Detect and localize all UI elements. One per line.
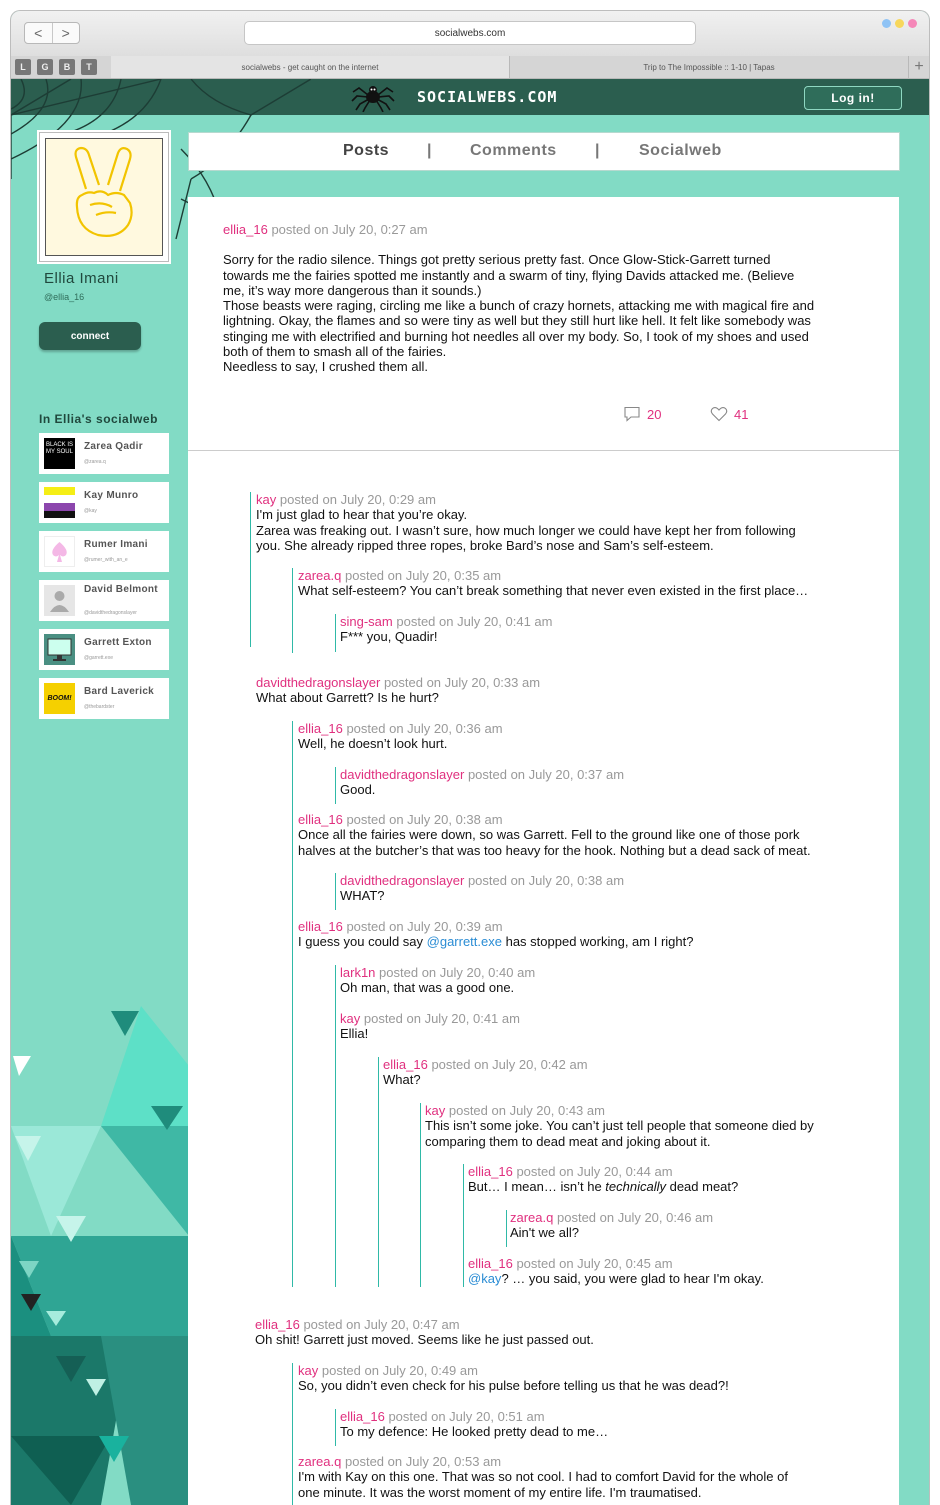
post-divider <box>188 450 899 451</box>
triangle-pattern-decoration <box>11 1006 189 1505</box>
friend-handle: @davidthedragonslayer <box>84 610 137 616</box>
comment-meta: posted on July 20, 0:53 am <box>345 1454 502 1469</box>
comment-author[interactable]: davidthedragonslayer <box>256 675 381 690</box>
thread-line <box>335 614 336 652</box>
comment-author[interactable]: davidthedragonslayer <box>340 767 465 782</box>
comment-text: WHAT? <box>340 888 385 904</box>
comment-text: What self-esteem? You can’t break something that never even existed in the first place… <box>298 583 809 599</box>
comment-text: you. She already ripped three ropes, broke Bard’s nose and Sam’s self-esteem. <box>256 537 714 553</box>
comment-text: comparing them to dead meat and joking about it. <box>425 1133 711 1149</box>
comment-text-part: But… I mean… isn’t he <box>468 1179 606 1195</box>
thread-line <box>506 1210 507 1247</box>
post-author[interactable]: ellia_16 <box>223 222 268 237</box>
comment-author[interactable]: ellia_16 <box>255 1317 300 1332</box>
person-icon <box>44 585 75 616</box>
comment-text-part: I guess you could say <box>298 934 427 950</box>
post-panel <box>188 197 899 1505</box>
comment-count-button[interactable] <box>623 406 661 422</box>
boom-avatar: BOOM! <box>44 683 75 714</box>
comment-author[interactable]: ellia_16 <box>298 812 343 827</box>
comment-meta: posted on July 20, 0:43 am <box>448 1103 605 1118</box>
site-header <box>11 79 929 115</box>
monitor-icon <box>44 634 75 665</box>
history-buttons <box>24 22 80 44</box>
comment <box>340 965 535 996</box>
comment-meta: posted on July 20, 0:44 am <box>516 1164 673 1179</box>
friend-card[interactable] <box>39 678 169 719</box>
new-tab-button[interactable]: + <box>908 56 929 78</box>
peace-hand-avatar <box>45 138 163 256</box>
window-dot-blue[interactable] <box>882 19 891 28</box>
comment <box>468 1164 738 1195</box>
comment-author[interactable]: kay <box>340 1011 361 1026</box>
mention-link[interactable]: @garrett.exe <box>426 934 502 950</box>
comment <box>298 721 503 752</box>
comment-author[interactable]: kay <box>256 492 277 507</box>
window-dot-yellow[interactable] <box>895 19 904 28</box>
comment-author[interactable]: ellia_16 <box>468 1256 513 1271</box>
comment <box>468 1256 764 1287</box>
profile-name: Ellia Imani <box>44 270 119 287</box>
friend-avatar: BLACK IS MY SOUL <box>44 438 75 469</box>
comment-text-part: has stopped working, am I right? <box>501 934 694 950</box>
comment-text: Zarea was freaking out. I wasn’t sure, how much longer we could have kept her from following <box>256 522 796 538</box>
comment <box>510 1210 713 1241</box>
comment-author[interactable]: lark1n <box>340 965 376 980</box>
post-line: Needless to say, I crushed them all. <box>223 359 428 375</box>
comment <box>340 1011 520 1042</box>
comment-text: Oh shit! Garrett just moved. Seems like he just passed out. <box>255 1332 594 1348</box>
comment-text: To my defence: He looked pretty dead to me… <box>340 1424 609 1440</box>
comment-meta: posted on July 20, 0:45 am <box>516 1256 673 1271</box>
comment-meta: posted on July 20, 0:38 am <box>346 812 503 827</box>
window-dot-pink[interactable] <box>908 19 917 28</box>
comment-text: I'm with Kay on this one. That was so not cool. I had to comfort David for the whole of <box>298 1469 788 1485</box>
post-meta: posted on July 20, 0:27 am <box>271 222 428 237</box>
comment-text <box>468 1271 764 1286</box>
site-logo[interactable]: SOCIALWEBS.COM <box>417 88 558 106</box>
profile-avatar[interactable] <box>39 132 169 262</box>
spade-icon <box>45 537 74 566</box>
comment <box>256 675 540 706</box>
browser-toolbar <box>11 11 929 57</box>
pinned-tab[interactable]: G <box>37 59 53 75</box>
thread-line <box>292 721 293 1287</box>
thread-line <box>292 568 293 653</box>
friend-handle: @garrett.exe <box>84 655 113 661</box>
comment-text-part: dead meat? <box>665 1179 739 1195</box>
tab-tapas[interactable]: Trip to The Impossible :: 1-10 | Tapas <box>643 62 775 72</box>
comment-author[interactable]: ellia_16 <box>468 1164 513 1179</box>
comment-author[interactable]: ellia_16 <box>298 721 343 736</box>
profile-tabs <box>188 132 900 171</box>
tab-socialwebs[interactable]: socialwebs - get caught on the internet <box>111 56 510 78</box>
friend-handle: @rumer_with_an_e <box>84 557 128 563</box>
comment <box>298 812 811 858</box>
comment-meta: posted on July 20, 0:41 am <box>396 614 553 629</box>
thread-line <box>335 873 336 910</box>
friend-name: Garrett Exton <box>84 637 152 648</box>
comment-meta: posted on July 20, 0:38 am <box>467 873 625 888</box>
comment-author[interactable]: zarea.q <box>298 1454 342 1469</box>
window-controls <box>882 19 917 28</box>
comment-meta: posted on July 20, 0:29 am <box>279 492 436 507</box>
comment-text-emphasis: technically <box>605 1179 666 1195</box>
friend-card[interactable] <box>39 629 169 670</box>
comment-author[interactable]: ellia_16 <box>298 919 343 934</box>
comment-text: Oh man, that was a good one. <box>340 980 515 996</box>
back-button[interactable]: < <box>25 23 53 43</box>
comment-author[interactable]: ellia_16 <box>383 1057 428 1072</box>
socialweb-title: In Ellia's socialweb <box>39 412 158 426</box>
comment <box>256 492 796 553</box>
comment <box>298 1454 788 1500</box>
comment <box>340 614 552 645</box>
comment-author[interactable]: zarea.q <box>510 1210 554 1225</box>
spade-avatar <box>44 536 75 567</box>
like-button[interactable] <box>710 406 748 422</box>
comment-icon <box>623 406 641 422</box>
comment-meta: posted on July 20, 0:42 am <box>431 1057 588 1072</box>
comment <box>340 873 624 904</box>
comment-author[interactable]: kay <box>425 1103 446 1118</box>
thread-line <box>420 1103 421 1287</box>
monitor-avatar <box>44 634 75 665</box>
comment <box>340 1409 608 1440</box>
comment-author[interactable]: davidthedragonslayer <box>340 873 465 888</box>
comment-text: What about Garrett? Is he hurt? <box>256 690 439 706</box>
comment-meta: posted on July 20, 0:49 am <box>321 1363 478 1378</box>
like-count: 41 <box>734 406 749 422</box>
friend-card[interactable] <box>39 433 169 474</box>
heart-icon <box>710 406 728 422</box>
friend-name: Bard Laverick <box>84 686 155 697</box>
comment-meta: posted on July 20, 0:36 am <box>346 721 503 736</box>
comment-text: F*** you, Quadir! <box>340 629 438 645</box>
comment-meta: posted on July 20, 0:39 am <box>346 919 503 934</box>
peace-sign-hand-icon <box>46 139 162 255</box>
thread-line <box>335 767 336 804</box>
comment <box>298 568 808 599</box>
forward-button[interactable]: > <box>61 25 70 41</box>
friend-handle: @thebardster <box>84 704 115 710</box>
comment <box>425 1103 814 1149</box>
post-line: Those beasts were raging, circling me like a bunch of crazy hornets, attacking me with magical fire and <box>223 298 815 314</box>
thread-line <box>335 965 336 1287</box>
comment-text-part: ? … you said, you were glad to hear I'm okay. <box>501 1271 764 1287</box>
pinned-tab[interactable]: T <box>81 59 97 75</box>
comment-text: Good. <box>340 782 376 798</box>
friend-card[interactable] <box>39 531 169 572</box>
comment <box>298 919 693 950</box>
friend-name: Kay Munro <box>84 490 139 501</box>
comment-meta: posted on July 20, 0:46 am <box>557 1210 714 1225</box>
tab-posts[interactable]: Posts <box>343 142 390 159</box>
pinned-tabs <box>15 59 97 75</box>
pinned-tab[interactable]: L <box>15 59 31 75</box>
comment-author[interactable]: ellia_16 <box>340 1409 385 1424</box>
comment-meta: posted on July 20, 0:47 am <box>303 1317 460 1332</box>
comment <box>255 1317 594 1348</box>
comment-meta: posted on July 20, 0:33 am <box>383 675 541 690</box>
post-line: me, it’s way more dangerous than it sounds.) <box>223 282 482 298</box>
comment <box>340 767 624 798</box>
comment-text <box>468 1179 738 1194</box>
address-bar[interactable]: socialwebs.com <box>244 21 696 45</box>
mention-link[interactable]: @kay <box>468 1271 502 1287</box>
thread-line <box>463 1164 464 1287</box>
pinned-tab[interactable]: B <box>59 59 75 75</box>
friend-name: Rumer Imani <box>84 539 148 550</box>
comment-text: one minute. It was the worst moment of my entire life. I'm traumatised. <box>298 1484 702 1500</box>
comment-text: This isn’t some joke. You can’t just tell people that someone died by <box>425 1118 814 1134</box>
comment-meta: posted on July 20, 0:37 am <box>467 767 625 782</box>
comment-meta: posted on July 20, 0:51 am <box>388 1409 545 1424</box>
comment-text: So, you didn’t even check for his pulse before telling us that he was dead?! <box>298 1378 729 1394</box>
friend-card[interactable] <box>39 580 169 621</box>
comment-meta: posted on July 20, 0:35 am <box>345 568 502 583</box>
browser-window <box>10 10 930 1505</box>
comment-author[interactable]: zarea.q <box>298 568 342 583</box>
post-line: lightning. Okay, the flames and so were tiny as well but they still hurt like hell. It felt like somebody was <box>223 313 811 329</box>
default-avatar <box>44 585 75 616</box>
comment-count: 20 <box>647 406 662 422</box>
friend-name: Zarea Qadir <box>84 441 143 452</box>
comment-author[interactable]: kay <box>298 1363 319 1378</box>
profile-handle: @ellia_16 <box>44 292 85 302</box>
tab-separator: | <box>595 142 600 159</box>
comment-text: What? <box>383 1072 421 1088</box>
friend-name: David Belmont <box>84 584 158 595</box>
comment-meta: posted on July 20, 0:41 am <box>363 1011 520 1026</box>
comment-author[interactable]: sing-sam <box>340 614 393 629</box>
comment-text <box>298 934 693 949</box>
thread-line <box>250 492 251 647</box>
post-line: towards me the fairies spotted me instantly and a swarm of tiny, flying Davids attacked me. (Believe <box>223 267 795 283</box>
connect-button[interactable]: connect <box>39 322 141 350</box>
spider-icon <box>351 82 395 112</box>
friend-card[interactable] <box>39 482 169 523</box>
friend-handle: @zarea.q <box>84 459 106 465</box>
tab-comments[interactable]: Comments <box>470 142 557 159</box>
tab-socialweb[interactable]: Socialweb <box>639 142 722 159</box>
comment <box>298 1363 729 1394</box>
post-line: Sorry for the radio silence. Things got pretty serious pretty fast. Once Glow-Stick-Garrett turned <box>223 252 771 268</box>
comment-text: Once all the fairies were down, so was Garrett. Fell to the ground like one of those pork <box>298 827 800 843</box>
comment-meta: posted on July 20, 0:40 am <box>379 965 536 980</box>
main-post <box>223 222 868 375</box>
thread-line <box>378 1057 379 1287</box>
friend-handle: @kay <box>84 508 97 514</box>
tab-separator: | <box>427 142 432 159</box>
tab-bar <box>11 56 929 79</box>
comment-text: I'm just glad to hear that you’re okay. <box>256 507 468 523</box>
thread-line <box>335 1409 336 1446</box>
comment-text: Ellia! <box>340 1026 369 1042</box>
comment-text: Ain't we all? <box>510 1225 579 1241</box>
post-line: stinging me with electrified and burning hot needles all over my body. So, I took of my shoes and used <box>223 328 809 344</box>
nonbinary-flag-avatar <box>44 487 75 518</box>
thread-line <box>292 1363 293 1505</box>
comment <box>383 1057 588 1088</box>
login-button[interactable]: Log in! <box>804 86 902 110</box>
post-line: both of them to smash all of the fairies. <box>223 344 447 360</box>
comment-text: halves at the butcher’s that was too heavy for the hook. Nothing but a dead sack of meat. <box>298 842 811 858</box>
comment-text: Well, he doesn’t look hurt. <box>298 736 448 752</box>
